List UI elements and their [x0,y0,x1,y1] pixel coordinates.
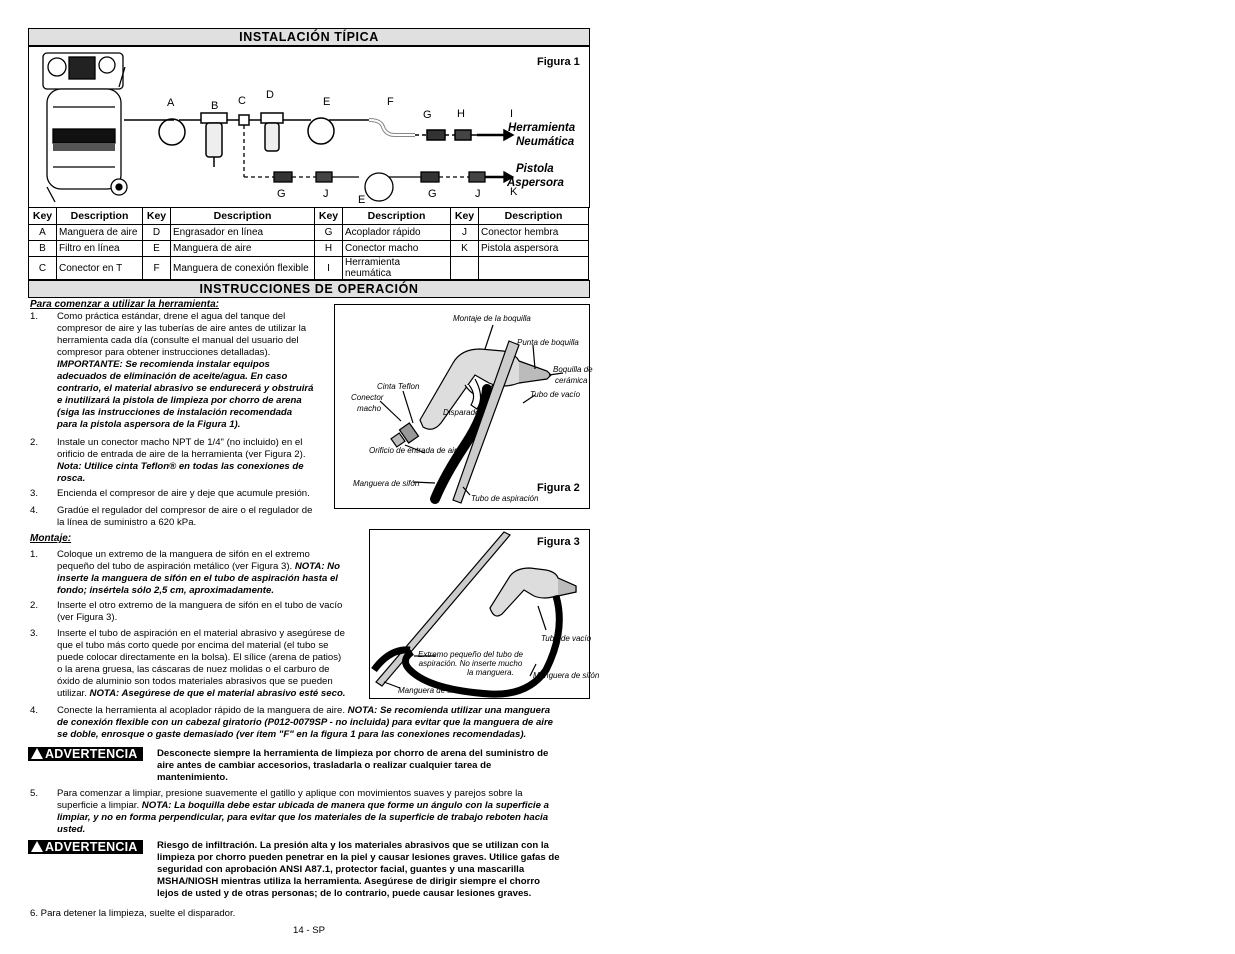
item-number: 3. [30,628,39,639]
cell-description: Acoplador rápido [343,225,451,241]
cell-description: Conector hembra [479,225,589,241]
caption-vacuum-tube: Tubo de vacío [541,634,592,643]
cell-description: Engrasador en línea [171,225,315,241]
text-line: de conexión flexible con un cabezal giratorio (P012-0079SP - no incluida) para evitar que la manguera de aire [57,717,554,728]
tool-air-tool-line2: Neumática [516,136,575,148]
text-line: puede colocar directamente en la bolsa). El sílice (arena de patios) [57,652,342,663]
header-key: Key [29,208,57,225]
warning-triangle-icon [31,748,43,759]
text-line: inserte la manguera de sifón en el tubo de aspiración hasta el [57,573,338,584]
header-description: Description [479,208,589,225]
item-number: 4. [30,505,39,516]
text-line: se doble, enrosque o gaste demasiado (ver ítem "F" en la figura 1 para las conexiones recomendadas). [57,729,527,740]
stop-item-6: 6. Para detener la limpieza, suelte el disparador. [30,908,236,919]
figure-3-label: Figura 3 [537,536,580,548]
text-line: seguridad con aprobación ANSI A87.1, protector facial, guantes y una mascarilla [157,864,525,875]
cell-key: D [143,225,171,241]
text-span: NOTA: La boquilla debe estar ubicada de manera que forme un ángulo con la superficie a [141,800,549,811]
caption-aspiration-tube: Tubo de aspiración [471,494,539,503]
cell-description [479,257,589,280]
item-number: 1. [30,549,39,560]
letter-g2: G [277,188,286,200]
letter-g: G [423,109,432,121]
caption-nozzle-tip: Punta de boquilla [517,338,579,347]
text-line: (ver Figura 3). [57,612,118,623]
section-title-installation: INSTALACIÓN TÍPICA [28,28,590,46]
text-span: NOTA: Se recomienda utilizar una manguera [347,705,551,716]
caption-siphon-hose-right: Manguera de sifón [533,671,600,680]
tool-spray-gun-line1: Pistola [516,163,554,175]
text-line: fondo; insértela sólo 2,5 cm, aproximadamente. [57,585,274,596]
cell-key: B [29,241,57,257]
cell-key: E [143,241,171,257]
cell-description: Herramienta neumática [343,257,451,280]
warning-badge-label: ADVERTENCIA [45,840,138,854]
item-number: 3. [30,488,39,499]
key-table-header-row [29,208,589,225]
text-line: Gradúe el regulador del compresor de aire o el regulador de [57,505,313,516]
figure-1 [28,46,590,208]
cell-description: Conector en T [57,257,143,280]
text-line: óxido de aluminio son todos materiales abrasivos que se pueden [57,676,333,687]
caption-teflon-tape: Cinta Teflon [377,382,420,391]
text-line: Inserte el tubo de aspiración en el material abrasivo y asegúrese de [57,628,345,639]
letter-e: E [323,96,331,108]
caption-line: aspiración. No inserte mucho [418,659,523,668]
text-line: contrario, el material abrasivo se endurecerá y obstruirá [57,383,314,394]
text-line: orificio de entrada de aire de la herramienta (ver Figura 2). [57,449,306,460]
text-line: que el tubo más corto quede por encima del material (el tubo se [57,640,329,651]
text-line: Nota: Utilice cinta Teflon® en todas las conexiones de [57,461,304,472]
cell-key: F [143,257,171,280]
text-line: la línea de suministro a 620 kPa. [57,517,197,528]
cell-description: Manguera de aire [171,241,315,257]
text-line [57,705,592,717]
text-span: utilizar. [57,688,87,699]
table-row [29,241,589,257]
text-line: Desconecte siempre la herramienta de limpieza por chorro de arena del suministro de [157,748,549,759]
caption-small-end [418,650,523,677]
letter-k: K [510,186,518,198]
text-line: Inserte el otro extremo de la manguera de sifón en el tubo de vacío [57,600,343,611]
warning-triangle-icon [31,841,43,852]
header-key: Key [315,208,343,225]
text-line: Encienda el compresor de aire y deje que acumule presión. [57,488,310,499]
text-line [57,561,392,573]
tool-spray-gun-line2: Aspersora [507,177,564,189]
text-span: superficie a limpiar. [57,800,140,811]
item-number: 4. [30,705,39,716]
cell-description: Pistola aspersora [479,241,589,257]
text-line: MSHA/NIOSH mientras utiliza la herramienta. Asegúrese de dirigir siempre el chorro [157,876,540,887]
letter-j: J [323,188,329,200]
text-line: lejos de usted y de otras personas; de lo contrario, puede causar lesiones graves. [157,888,532,899]
cell-key: C [29,257,57,280]
letter-a: A [167,97,175,109]
cell-key: I [315,257,343,280]
cell-key: A [29,225,57,241]
text-line: limpieza por chorro pueden penetrar en la piel y causar lesiones graves. Utilice gafas de [157,852,560,863]
header-description: Description [171,208,315,225]
caption-nozzle-mount: Montaje de la boquilla [453,314,531,323]
warning-badge-1 [28,747,143,761]
cell-description: Manguera de aire [57,225,143,241]
caption-siphon-hose: Manguera de sifón [353,479,420,488]
text-line: para la pistola aspersora de la Figura 1). [57,419,241,430]
letter-c: C [238,95,246,107]
warning-text-2 [157,840,587,900]
caption-line: Extremo pequeño del tubo de [418,650,523,659]
start-heading: Para comenzar a utilizar la herramienta: [30,299,219,310]
item-number: 5. [30,788,39,799]
caption-ceramic-nozzle-1: Boquilla de [553,365,593,374]
text-line: Riesgo de infiltración. La presión alta y los materiales abrasivos que se utilizan con la [157,840,549,851]
cell-description: Filtro en línea [57,241,143,257]
letter-d: D [266,89,274,101]
header-key: Key [451,208,479,225]
text-line: IMPORTANTE: Se recomienda instalar equipos [57,359,270,370]
text-line: (siga las instrucciones de instalación recomendada [57,407,293,418]
text-line: compresor para obtener instrucciones detalladas). [57,347,271,358]
compressor-brand: Powermate [67,120,110,129]
text-span: pequeño del tubo de aspiración metálico (ver Figura 3). [57,561,293,572]
caption-vacuum-tube: Tubo de vacío [530,390,581,399]
caption-trigger: Disparador [443,408,483,417]
text-line [57,800,592,812]
letter-h: H [457,108,465,120]
warning-badge-label: ADVERTENCIA [45,747,138,761]
header-key: Key [143,208,171,225]
text-line: compresor de aire y las tuberías de aire antes de utilizar la [57,323,307,334]
caption-male-connector-2: macho [357,404,382,413]
text-line: Como práctica estándar, drene el agua del tanque del [57,311,286,322]
letter-j2: J [475,188,481,200]
table-row [29,225,589,241]
text-line: limpiar, y no en forma perpendicular, para evitar que los materiales de la superficie de trabajo reboten hacia [57,812,549,823]
item-number: 2. [30,437,39,448]
cell-description: Conector macho [343,241,451,257]
text-line: mantenimiento. [157,772,228,783]
tool-air-tool-line1: Herramienta [508,122,576,134]
letter-i: I [510,108,514,120]
text-line: Para comenzar a limpiar, presione suavemente el gatillo y aplique con movimientos suaves y parejos sobre la [57,788,523,799]
text-line [57,688,397,700]
cell-key [451,257,479,280]
table-row [29,257,589,280]
letter-b: B [211,100,219,112]
text-line: e inutilizará la pistola de limpieza por chorro de arena [57,395,302,406]
top-air-line [124,113,513,167]
cell-key: H [315,241,343,257]
item-number: 2. [30,600,39,611]
cell-description: Manguera de conexión flexible [171,257,315,280]
figure-2 [334,304,593,509]
cell-key: J [451,225,479,241]
page-number: 14 - SP [293,925,325,936]
warning-badge-2 [28,840,143,854]
figure-3 [369,529,600,699]
letter-f: F [387,96,394,108]
caption-ceramic-nozzle-2: cerámica [555,376,588,385]
warning-text-1 [157,748,587,784]
caption-siphon-hose-left: Manguera de sifón [398,686,465,695]
cell-key: G [315,225,343,241]
mount-heading: Montaje: [30,533,72,544]
header-description: Description [343,208,451,225]
text-span: Conecte la herramienta al acoplador rápido de la manguera de aire. [57,705,345,716]
text-span: NOTA: Asegúrese de que el material abrasivo esté seco. [89,688,346,699]
section-title-operation: INSTRUCCIONES DE OPERACIÓN [28,280,590,298]
caption-male-connector-1: Conector [351,393,384,402]
text-line: o la arena gruesa, las cáscaras de nuez molidas o el carburo de [57,664,330,675]
key-table [28,207,589,280]
caption-air-inlet: Orificio de entrada de aire [369,446,462,455]
item-number: 1. [30,311,39,322]
text-span: NOTA: No [294,561,340,572]
text-line: rosca. [57,473,86,484]
text-line: Coloque un extremo de la manguera de sifón en el extremo [57,549,310,560]
letter-g3: G [428,188,437,200]
text-line: aire antes de cambiar accesorios, trasladarla o realizar cualquier tarea de [157,760,492,771]
caption-line: la manguera. [467,668,514,677]
tool-air-tool [508,121,575,149]
text-line: adecuados de eliminación de aceite/agua. En caso [57,371,288,382]
text-line: usted. [57,824,86,835]
text-line: Instale un conector macho NPT de 1/4" (no incluido) en el [57,437,303,448]
header-description: Description [57,208,143,225]
cell-key: K [451,241,479,257]
tool-spray-gun [507,162,564,190]
text-line: herramienta cada día (consulte el manual del usuario del [57,335,299,346]
figure-2-label: Figura 2 [537,482,580,494]
letter-e2: E [358,194,366,206]
installation-diagram [29,47,589,207]
figure-1-label: Figura 1 [537,56,580,68]
